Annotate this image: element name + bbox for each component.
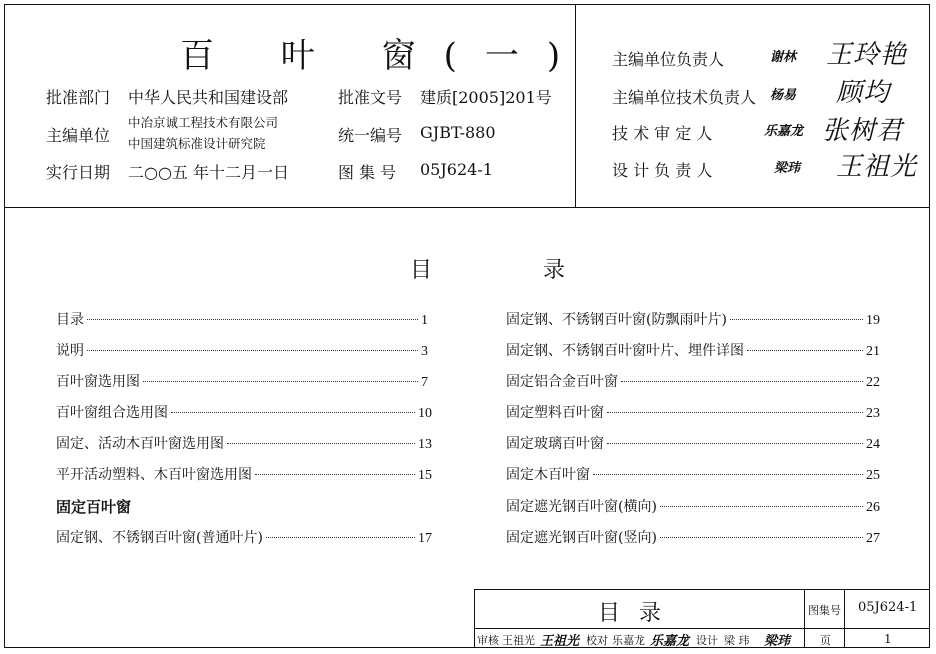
toc-entry-text: 固定、活动木百叶窗选用图 [56,436,224,452]
toc-entry[interactable] [506,371,880,393]
role-label-chief-unit: 主编单位负责人 [612,50,725,69]
toc-entry-page: 3 [421,344,428,359]
role-label-tech-chief: 主编单位技术负责人 [612,88,757,107]
atlas-no-label: 图 集 号 [338,163,397,182]
toc-entry[interactable] [56,340,428,362]
design-name: 梁 玮 [724,634,750,647]
toc-entry-text: 说明 [56,343,84,359]
toc-entry-text: 固定玻璃百叶窗 [506,436,604,452]
atlas-label: 图集号 [808,604,841,617]
document-title: 百 叶 窗(一) [180,36,589,76]
toc-entry-page: 25 [866,468,880,483]
review-signature: 王祖光 [540,634,580,649]
toc-entry[interactable] [506,496,880,518]
signature-tech-chief-2: 顾均 [836,78,891,108]
toc-entry[interactable] [56,309,428,331]
design-signature: 梁玮 [764,634,791,649]
toc-entry-text: 平开活动塑料、木百叶窗选用图 [56,467,252,483]
editor-unit-line2: 中国建筑标准设计研究院 [128,136,266,151]
toc-entry-text: 固定钢、不锈钢百叶窗(防飘雨叶片) [506,312,727,328]
header-divider [4,207,930,208]
effective-date-value: 二○○五 年十二月一日 [128,163,290,182]
signature-tech-chief-1: 杨易 [770,88,797,103]
toc-entry[interactable] [506,309,880,331]
toc-entry-text: 固定铝合金百叶窗 [506,374,618,390]
toc-section-heading: 固定百叶窗 [56,498,132,516]
title-block-mid-border [474,628,930,629]
drawing-title: 目 录 [598,601,667,626]
approval-doc-label: 批准文号 [338,88,403,107]
editor-unit-line1: 中冶京诚工程技术有限公司 [128,115,279,130]
atlas-no-value: 05J624-1 [420,160,493,179]
signature-chief-unit-1: 谢林 [770,50,797,65]
signature-tech-reviewer-1: 乐嘉龙 [764,124,804,139]
toc-entry-text: 固定木百叶窗 [506,467,590,483]
approval-doc-value: 建质[2005]201号 [420,88,552,107]
toc-entry[interactable] [56,527,432,549]
toc-entry[interactable] [56,433,432,455]
page-label: 页 [820,634,831,647]
toc-entry[interactable] [506,464,880,486]
toc-entry[interactable] [56,402,432,424]
toc-entry-text: 固定钢、不锈钢百叶窗叶片、埋件详图 [506,343,744,359]
signature-design-chief-2: 王祖光 [836,152,918,182]
toc-entry-page: 15 [418,468,432,483]
toc-title: 目 录 [410,258,617,283]
design-label: 设计 [696,634,718,647]
toc-entry-text: 固定遮光钢百叶窗(横向) [506,499,657,515]
toc-entry-page: 24 [866,437,880,452]
toc-entry-page: 23 [866,406,880,421]
effective-date-label: 实行日期 [46,163,111,182]
toc-entry-page: 21 [866,344,880,359]
toc-entry-text: 百叶窗选用图 [56,374,140,390]
signature-tech-reviewer-2: 张树君 [822,116,904,146]
title-block-top-border [474,589,930,590]
unified-no-value: GJBT-880 [420,123,496,142]
toc-entry-text: 固定塑料百叶窗 [506,405,604,421]
toc-entry-page: 10 [418,406,432,421]
toc-entry[interactable] [506,402,880,424]
editor-unit-label: 主编单位 [46,126,111,145]
role-label-tech-reviewer: 技 术 审 定 人 [612,124,713,143]
toc-entry[interactable] [506,340,880,362]
toc-entry-page: 13 [418,437,432,452]
review-name: 王祖光 [502,634,535,647]
toc-entry[interactable] [506,527,880,549]
check-signature: 乐嘉龙 [650,634,690,649]
toc-entry-page: 7 [421,375,428,390]
toc-entry-text: 固定钢、不锈钢百叶窗(普通叶片) [56,530,263,546]
atlas-value: 05J624-1 [858,600,918,615]
signature-chief-unit-2: 王玲艳 [826,40,908,70]
toc-entry-text: 目录 [56,312,84,328]
toc-entry[interactable] [506,433,880,455]
review-label: 审核 [477,634,499,647]
check-label: 校对 [586,634,608,647]
toc-entry-text: 百叶窗组合选用图 [56,405,168,421]
unified-no-label: 统一编号 [338,126,403,145]
check-name: 乐嘉龙 [612,634,645,647]
toc-entry-text: 固定遮光钢百叶窗(竖向) [506,530,657,546]
toc-entry-page: 17 [418,531,432,546]
toc-entry[interactable] [56,464,432,486]
role-label-design-chief: 设 计 负 责 人 [612,161,713,180]
toc-entry-page: 19 [866,313,880,328]
toc-entry-page: 27 [866,531,880,546]
approval-dept-value: 中华人民共和国建设部 [128,88,289,107]
title-block-left-border [474,589,475,648]
toc-entry[interactable] [56,371,428,393]
title-block-divider-1 [804,589,805,648]
title-block-divider-2 [844,589,845,648]
signature-design-chief-1: 梁玮 [774,161,801,176]
toc-entry-page: 1 [421,313,428,328]
page-value: 1 [884,632,892,646]
toc-entry-page: 26 [866,500,880,515]
toc-entry-page: 22 [866,375,880,390]
approval-dept-label: 批准部门 [46,88,111,107]
